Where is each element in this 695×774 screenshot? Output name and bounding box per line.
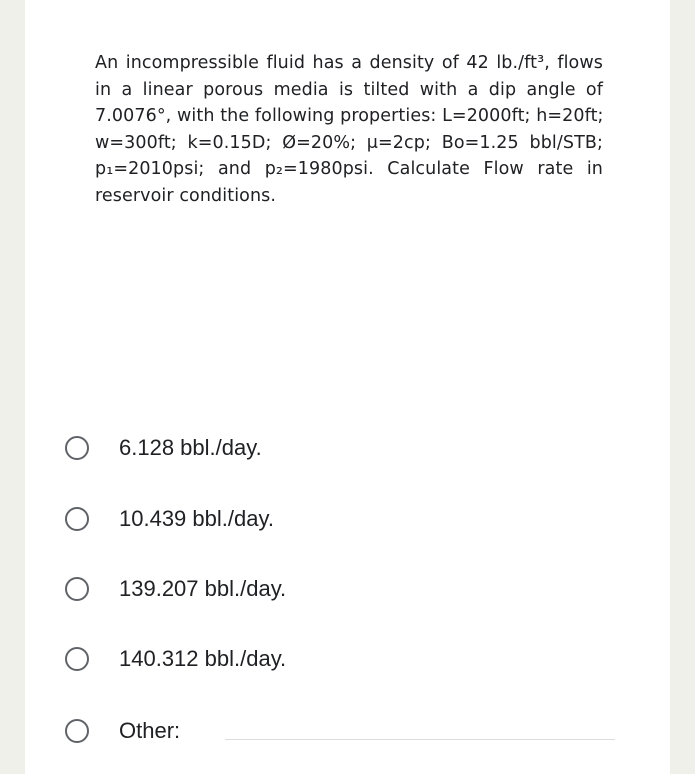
question-line: 7.0076°, with the following properties: L=2000ft; h=20ft;	[95, 106, 604, 126]
question-line: p₁=2010psi; and p₂=1980psi. Calculate Flow rate in	[95, 159, 603, 179]
question-text	[95, 50, 603, 209]
radio-button[interactable]	[65, 647, 89, 671]
question-line: An incompressible fluid has a density of 42 lb./ft³, flows	[95, 53, 603, 73]
option-label: 140.312 bbl./day.	[119, 646, 287, 671]
question-line: in a linear porous media is tilted with a dip angle of	[95, 79, 603, 100]
other-text-input[interactable]	[225, 739, 615, 740]
question-line: reservoir conditions.	[95, 185, 277, 206]
option-139-207[interactable]	[65, 569, 625, 609]
option-other[interactable]	[65, 711, 625, 751]
option-10-439[interactable]	[65, 499, 625, 539]
radio-button[interactable]	[65, 436, 89, 460]
radio-button[interactable]	[65, 507, 89, 531]
radio-button[interactable]	[65, 577, 89, 601]
option-label: 6.128 bbl./day.	[119, 435, 262, 460]
option-label: 10.439 bbl./day.	[119, 506, 274, 531]
question-line: w=300ft; k=0.15D; Ø=20%; μ=2cp; Bo=1.25 bbl/STB;	[95, 132, 603, 153]
question-card	[25, 0, 670, 774]
option-label: Other:	[119, 718, 181, 743]
option-label: 139.207 bbl./day.	[119, 576, 287, 601]
option-6-128[interactable]	[65, 428, 625, 468]
option-140-312[interactable]	[65, 639, 625, 679]
radio-button[interactable]	[65, 719, 89, 743]
